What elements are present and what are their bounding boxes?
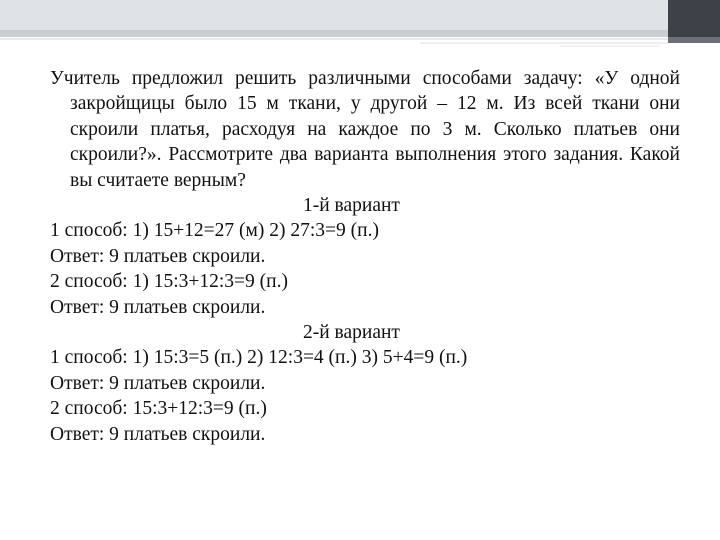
variant-2-method-2: 2 способ: 15:3+12:3=9 (п.)	[50, 398, 267, 420]
variant-1-method-2: 2 способ: 1) 15:3+12:3=9 (п.)	[50, 271, 288, 293]
variant-1-method-1: 1 способ: 1) 15+12=27 (м) 2) 27:3=9 (п.)	[50, 220, 379, 242]
variant-1-title: 1-й вариант	[303, 195, 400, 217]
decorative-lines	[0, 37, 720, 53]
variant-1-answer-2: Ответ: 9 платьев скроили.	[50, 296, 266, 318]
header-shade	[0, 30, 720, 37]
header-bar	[0, 0, 720, 37]
variant-2-answer-2: Ответ: 9 платьев скроили.	[50, 423, 266, 445]
variant-2-method-1: 1 способ: 1) 15:3=5 (п.) 2) 12:3=4 (п.) 3) 5+4=9 (п.)	[50, 347, 468, 369]
task-text: Учитель предложил решить различными способами задачу: «У одной закройщицы было 15 м ткани, у другой – 12 м. Из всей ткани они скроили платья, расходуя на каждое по 3 м. Сколько платьев они скроили?». Рассмотрите два варианта выполнения этого задания. Какой вы считаете верным?	[50, 68, 680, 191]
header-dark-block	[668, 0, 720, 37]
slide-content	[50, 66, 680, 447]
variant-2-answer-1: Ответ: 9 платьев скроили.	[50, 372, 266, 394]
variant-1-answer-1: Ответ: 9 платьев скроили.	[50, 245, 266, 267]
variant-2-title: 2-й вариант	[303, 322, 400, 344]
